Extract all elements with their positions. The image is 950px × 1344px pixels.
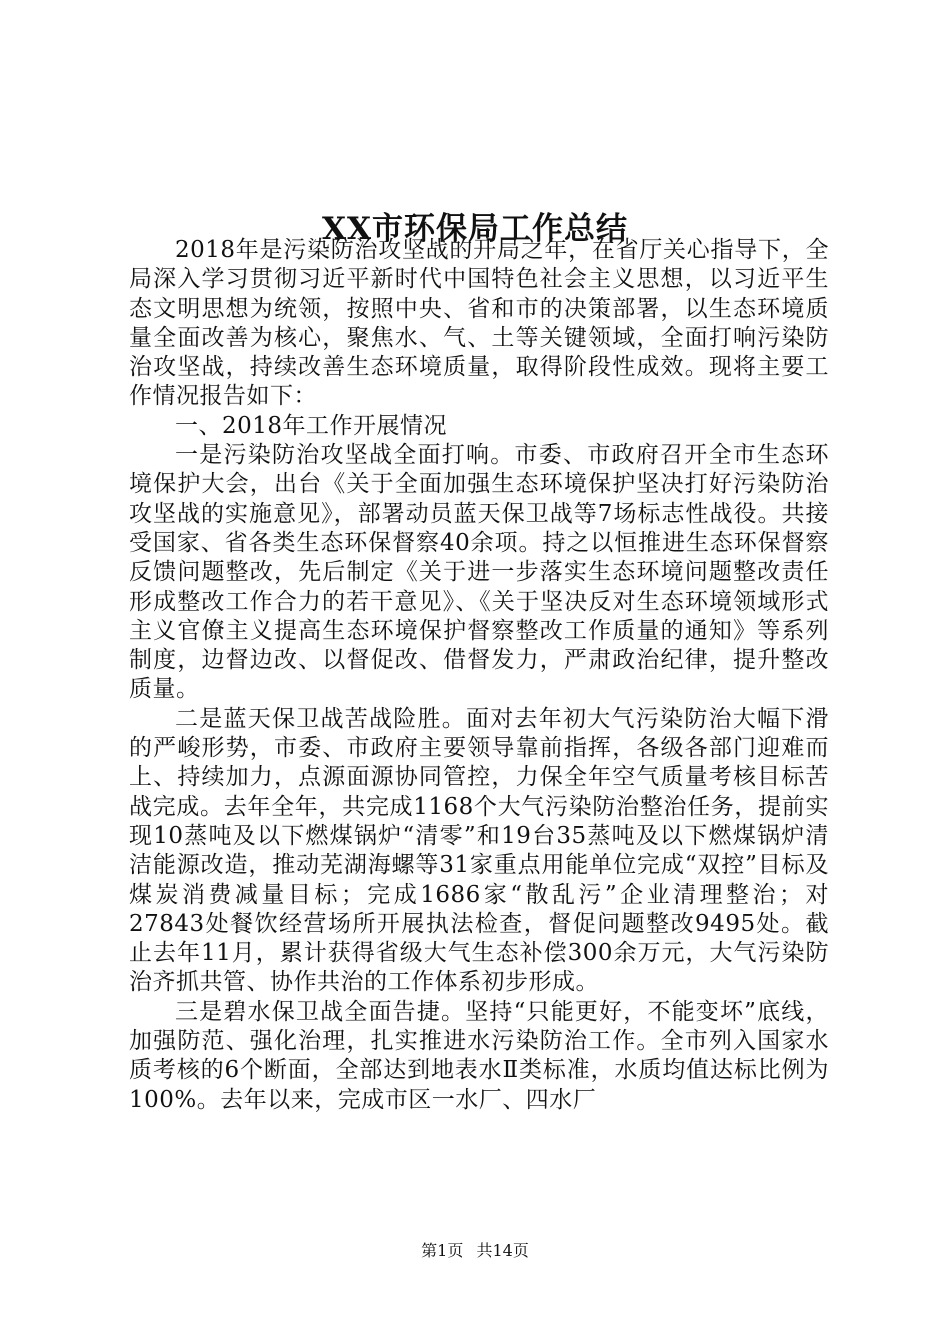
paragraph-item-1: 一是污染防治攻坚战全面打响。市委、市政府召开全市生态环境保护大会，出台《关于全面加强生态环境保护坚决打好污染防治攻坚战的实施意见》，部署动员蓝天保卫战等7场标志性战役。共接受国家、省各类生态环保督察40余项。持之以恒推进生态环保督察反馈问题整改，先后制定《关于进一步落实生态环境问题整改责任形成整改工作合力的若干意见》、《关于坚决反对生态环境领域形式主义官僚主义提高生态环境保护督察整改工作质量的通知》等系列制度，边督边改、以督促改、借督发力，严肃政治纪律，提升整改质量。 — [129, 442, 829, 703]
paragraph-item-2: 二是蓝天保卫战苦战险胜。面对去年初大气污染防治大幅下滑的严峻形势，市委、市政府主要领导靠前指挥，各级各部门迎难而上、持续加力，点源面源协同管控，力保全年空气质量考核目标苦战完成。去年全年，共完成1168个大气污染防治整治任务，提前实现10蒸吨及以下燃煤锅炉“清零”和19台35蒸吨及以下燃煤锅炉清洁能源改造，推动芜湖海螺等31家重点用能单位完成“双控”目标及煤炭消费减量目标；完成1686家“散乱污”企业清理整治；对27843处餐饮经营场所开展执法检查，督促问题整改9495处。截止去年11月，累计获得省级大气生态补偿300余万元，大气污染防治齐抓共管、协作共治的工作体系初步形成。 — [129, 705, 829, 996]
paragraph-item-3: 三是碧水保卫战全面告捷。坚持“只能更好，不能变坏”底线，加强防范、强化治理，扎实推进水污染防治工作。全市列入国家水质考核的6个断面，全部达到地表水Ⅱ类标准，水质均值达标比例为100%。去年以来，完成市区一水厂、四水厂 — [129, 998, 829, 1113]
page-total: 共14页 — [476, 1241, 529, 1260]
document-title: XX市环保局工作总结 — [321, 210, 629, 247]
paragraph-intro: 2018年是污染防治攻坚战的开局之年，在省厅关心指导下，全局深入学习贯彻习近平新时代中国特色社会主义思想，以习近平生态文明思想为统领，按照中央、省和市的决策部署，以生态环境质量全面改善为核心，聚焦水、气、土等关键领域，全面打响污染防治攻坚战，持续改善生态环境质量，取得阶段性成效。现将主要工作情况报告如下： — [129, 237, 829, 410]
page-number: 第1页 — [421, 1241, 464, 1260]
section-heading: 一、2018年工作开展情况 — [175, 412, 448, 439]
page-footer — [0, 1240, 950, 1262]
document-body — [129, 236, 829, 1115]
